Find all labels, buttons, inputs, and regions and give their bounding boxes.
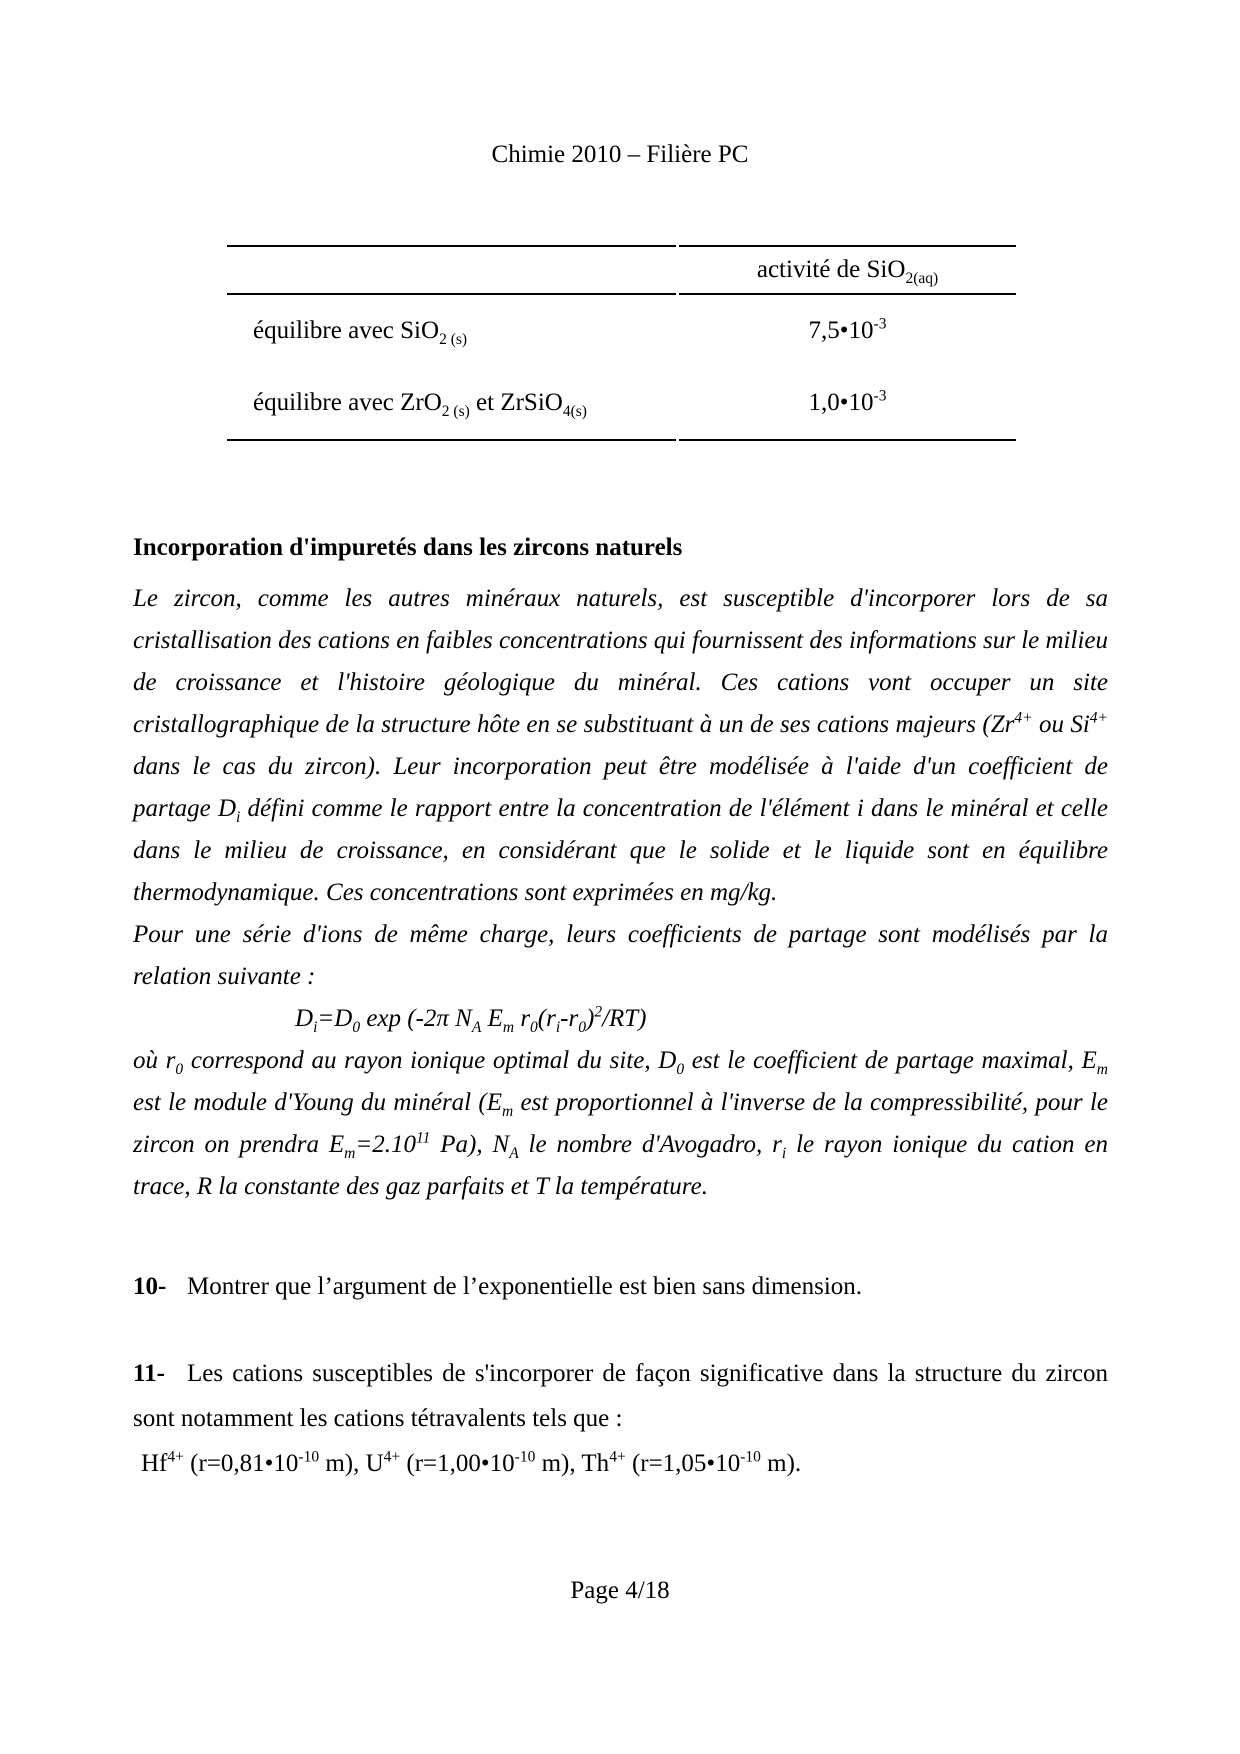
row-label-zro2-zrsio4: équilibre avec ZrO$_{2 (s)}$ et ZrSiO$_{4(s)}$ xyxy=(227,367,676,441)
row-label-sio2: équilibre avec SiO$_{2 (s)}$ xyxy=(253,317,468,348)
section-heading: Incorporation d'impuretés dans les zircons naturels xyxy=(133,534,683,561)
partition-coefficient-formula: $D_i=D_0$ exp (-2π $N_A$ $E_m$ $r_0(r_i-r_0)^2/RT$) xyxy=(295,1003,647,1036)
table-row-zro2-zrsio4 xyxy=(227,367,1016,441)
question-10-number: 10- xyxy=(133,1273,167,1300)
paragraph-partage-model: Pour une série d'ions de même charge, leurs coefficients de partage sont modélisés par la relation suivante : xyxy=(133,921,1108,990)
question-11 xyxy=(133,1351,1108,1441)
table-header-activity: activité de SiO$_{2(aq)}$ xyxy=(679,245,1016,295)
page-number: Page 4/18 xyxy=(570,1577,670,1604)
paragraph-variables-definition: où $r_0$ correspond au rayon ionique optimal du site, $D_0$ est le coefficient de partage maximal, $E_m$ est le module d'Young du minéral ($E_m$ est proportionnel à l'inverse de la compressibilité, pour le zircon on prendra $E_m=2.10^{11}$ Pa), $N_A$ le nombre d'Avogadro, $r_i$ le rayon ionique du cation en trace, R la constante des gaz parfaits et T la température. xyxy=(133,1047,1108,1200)
table-header-empty-cell xyxy=(227,245,676,295)
cation-radii-line: $Hf^{4+}$ ($r=0,81•10^{-10}$ m), $U^{4+}$ ($r=1,00•10^{-10}$ m), $Th^{4+}$ ($r=1,05•10^{-10}$ m). xyxy=(141,1448,802,1477)
question-11-text: Les cations susceptibles de s'incorporer de façon significative dans la structure du zircon sont notamment les cations tétravalents tels que : xyxy=(133,1360,1108,1432)
question-10 xyxy=(133,1264,1108,1309)
question-11-number: 11- xyxy=(133,1360,165,1387)
document-title: Chimie 2010 – Filière PC xyxy=(491,141,749,168)
table-row-sio2 xyxy=(227,295,1016,367)
table-header-row xyxy=(227,245,1016,295)
row-value-sio2: $7,5•10^{-3}$ xyxy=(808,315,887,344)
activity-table xyxy=(224,245,1019,441)
question-10-text: Montrer que l’argument de l’exponentielle est bien sans dimension. xyxy=(187,1273,863,1300)
paragraph-zircon-intro: Le zircon, comme les autres minéraux naturels, est susceptible d'incorporer lors de sa cristallisation des cations en faibles concentrations qui fournissent des informations sur le milieu de croissance et l'histoire géologique du minéral. Ces cations vont occuper un site cristallographique de la structure hôte en se substituant à un de ses cations majeurs ($Zr^{4+}$ ou $Si^{4+}$ dans le cas du zircon). Leur incorporation peut être modélisée à l'aide d'un coefficient de partage $D_i$ défini comme le rapport entre la concentration de l'élément i dans le minéral et celle dans le milieu de croissance, en considérant que le solide et le liquide sont en équilibre thermodynamique. Ces concentrations sont exprimées en mg/kg. xyxy=(133,585,1108,906)
section-content xyxy=(133,530,1108,1486)
row-value-zro2-zrsio4: $1,0•10^{-3}$ xyxy=(679,367,1016,441)
